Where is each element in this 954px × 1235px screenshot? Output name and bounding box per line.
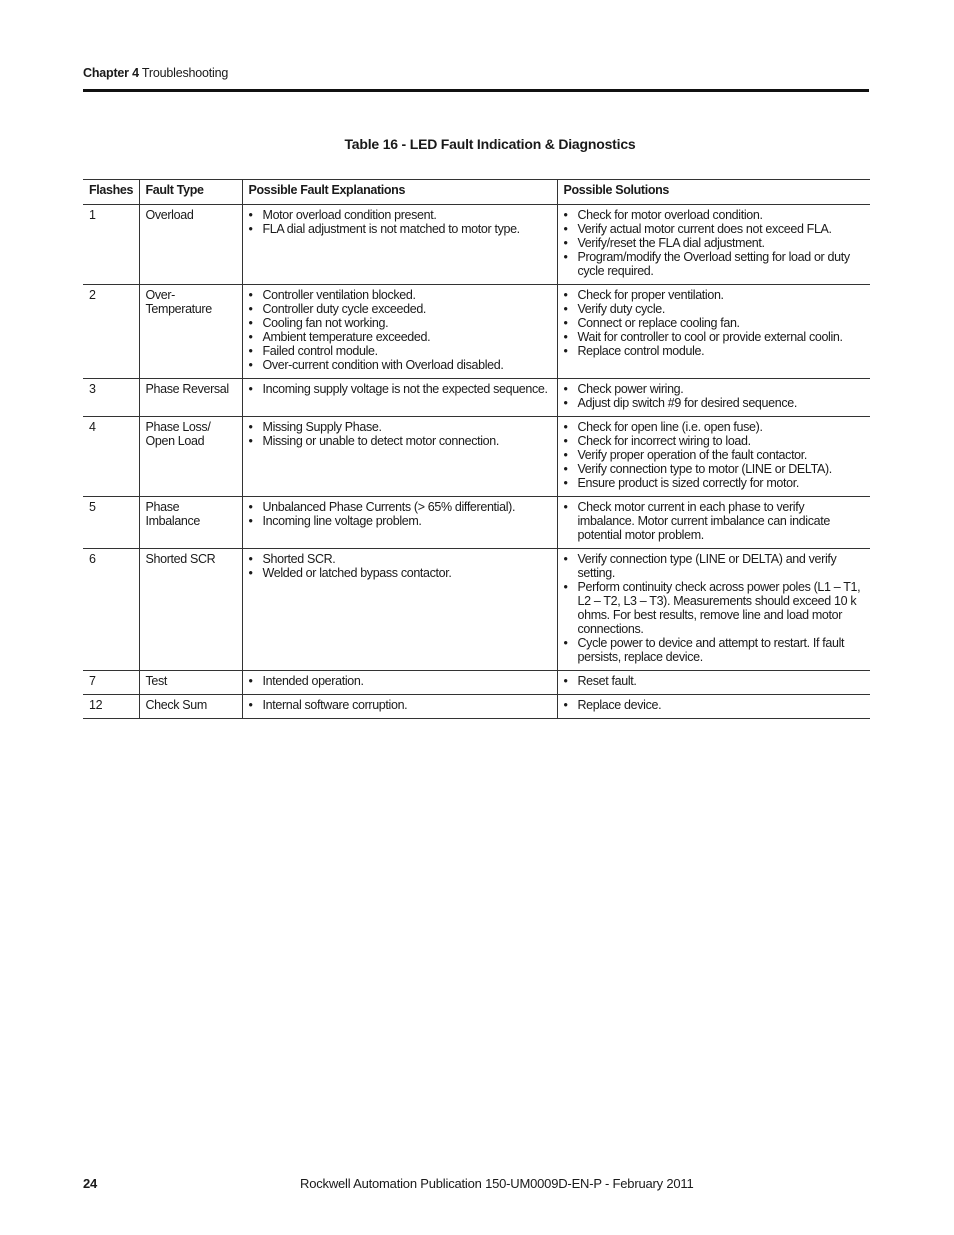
explanation-item: • Internal software corruption.: [249, 698, 551, 712]
solution-item: • Reset fault.: [564, 674, 865, 688]
fault-diagnostics-table: [83, 179, 870, 719]
explanation-item: • Controller ventilation blocked.: [249, 288, 551, 302]
explanation-item: • Incoming line voltage problem.: [249, 514, 551, 528]
fault-type-cell: Check Sum: [139, 695, 242, 719]
solutions-cell: [557, 379, 870, 417]
table-row: [83, 497, 870, 549]
flashes-cell: 2: [83, 285, 139, 379]
solutions-cell: [557, 671, 870, 695]
explanation-item: • Motor overload condition present.: [249, 208, 551, 222]
column-header-explanations: Possible Fault Explanations: [242, 180, 557, 205]
table-body: [83, 205, 870, 719]
explanations-cell: [242, 285, 557, 379]
solution-item: • Check motor current in each phase to verify imbalance. Motor current imbalance can indicate potential motor problem.: [564, 500, 865, 542]
running-head: [83, 66, 228, 80]
solution-item: • Perform continuity check across power poles (L1 – T1, L2 – T2, L3 – T3). Measurements should exceed 10 k ohms. For best results, remove line and load motor connections.: [564, 580, 865, 636]
table-row: [83, 671, 870, 695]
explanation-list: [249, 208, 551, 236]
table-row: [83, 549, 870, 671]
solution-item: • Program/modify the Overload setting for load or duty cycle required.: [564, 250, 865, 278]
flashes-cell: 12: [83, 695, 139, 719]
solution-list: [564, 500, 865, 542]
flashes-cell: 5: [83, 497, 139, 549]
solution-list: [564, 552, 865, 664]
solution-item: • Check power wiring.: [564, 382, 865, 396]
explanations-cell: [242, 497, 557, 549]
solution-list: [564, 208, 865, 278]
fault-type-cell: Test: [139, 671, 242, 695]
table-header-row: [83, 180, 870, 205]
explanation-item: • Controller duty cycle exceeded.: [249, 302, 551, 316]
column-header-flashes: Flashes: [83, 180, 139, 205]
section-label: Troubleshooting: [141, 66, 229, 80]
explanation-list: [249, 552, 551, 580]
fault-type-cell: Phase Imbalance: [139, 497, 242, 549]
explanation-item: • Welded or latched bypass contactor.: [249, 566, 551, 580]
page-number: 24: [83, 1176, 98, 1191]
solution-list: [564, 420, 865, 490]
explanations-cell: [242, 417, 557, 497]
solution-list: [564, 288, 865, 358]
solutions-cell: [557, 549, 870, 671]
explanation-item: • Cooling fan not working.: [249, 316, 551, 330]
solutions-cell: [557, 285, 870, 379]
solution-list: [564, 674, 865, 688]
solution-item: • Cycle power to device and attempt to restart. If fault persists, replace device.: [564, 636, 865, 664]
explanations-cell: [242, 205, 557, 285]
explanation-list: [249, 420, 551, 448]
flashes-cell: 1: [83, 205, 139, 285]
fault-type-cell: Over-Temperature: [139, 285, 242, 379]
solution-item: • Ensure product is sized correctly for motor.: [564, 476, 865, 490]
explanation-item: • FLA dial adjustment is not matched to motor type.: [249, 222, 551, 236]
explanation-item: • Ambient temperature exceeded.: [249, 330, 551, 344]
flashes-cell: 4: [83, 417, 139, 497]
explanation-item: • Over-current condition with Overload disabled.: [249, 358, 551, 372]
column-header-solutions: Possible Solutions: [557, 180, 870, 205]
fault-type-cell: Overload: [139, 205, 242, 285]
explanations-cell: [242, 379, 557, 417]
table-row: [83, 379, 870, 417]
solution-item: • Verify actual motor current does not exceed FLA.: [564, 222, 865, 236]
solution-item: • Replace control module.: [564, 344, 865, 358]
table-row: [83, 285, 870, 379]
publication-info: Rockwell Automation Publication 150-UM0009D-EN-P - February 2011: [300, 1176, 694, 1191]
chapter-label: Chapter 4: [83, 66, 139, 80]
solution-item: • Adjust dip switch #9 for desired sequence.: [564, 396, 865, 410]
explanation-item: • Intended operation.: [249, 674, 551, 688]
solutions-cell: [557, 695, 870, 719]
flashes-cell: 6: [83, 549, 139, 671]
solution-item: • Connect or replace cooling fan.: [564, 316, 865, 330]
explanations-cell: [242, 695, 557, 719]
table-row: [83, 695, 870, 719]
solution-list: [564, 698, 865, 712]
solution-item: • Check for motor overload condition.: [564, 208, 865, 222]
explanation-item: • Unbalanced Phase Currents (> 65% differential).: [249, 500, 551, 514]
explanation-item: • Incoming supply voltage is not the expected sequence.: [249, 382, 551, 396]
solution-item: • Check for open line (i.e. open fuse).: [564, 420, 865, 434]
fault-type-cell: Shorted SCR: [139, 549, 242, 671]
solutions-cell: [557, 205, 870, 285]
fault-type-cell: Phase Reversal: [139, 379, 242, 417]
solution-item: • Verify proper operation of the fault contactor.: [564, 448, 865, 462]
flashes-cell: 7: [83, 671, 139, 695]
flashes-cell: 3: [83, 379, 139, 417]
explanation-item: • Shorted SCR.: [249, 552, 551, 566]
explanation-list: [249, 382, 551, 396]
solution-item: • Verify duty cycle.: [564, 302, 865, 316]
explanation-item: • Missing Supply Phase.: [249, 420, 551, 434]
solution-item: • Verify/reset the FLA dial adjustment.: [564, 236, 865, 250]
table-row: [83, 417, 870, 497]
solution-item: • Verify connection type to motor (LINE or DELTA).: [564, 462, 865, 476]
explanation-item: • Missing or unable to detect motor connection.: [249, 434, 551, 448]
column-header-fault-type: Fault Type: [139, 180, 242, 205]
solution-list: [564, 382, 865, 410]
explanation-list: [249, 674, 551, 688]
explanation-item: • Failed control module.: [249, 344, 551, 358]
solution-item: • Check for incorrect wiring to load.: [564, 434, 865, 448]
fault-type-cell: Phase Loss/ Open Load: [139, 417, 242, 497]
explanation-list: [249, 288, 551, 372]
explanation-list: [249, 500, 551, 528]
solution-item: • Replace device.: [564, 698, 865, 712]
solutions-cell: [557, 417, 870, 497]
solution-item: • Check for proper ventilation.: [564, 288, 865, 302]
explanations-cell: [242, 671, 557, 695]
table-row: [83, 205, 870, 285]
header-rule: [83, 89, 869, 92]
solution-item: • Wait for controller to cool or provide external coolin.: [564, 330, 865, 344]
table-title: Table 16 - LED Fault Indication & Diagnostics: [344, 136, 636, 152]
explanation-list: [249, 698, 551, 712]
solution-item: • Verify connection type (LINE or DELTA) and verify setting.: [564, 552, 865, 580]
explanations-cell: [242, 549, 557, 671]
solutions-cell: [557, 497, 870, 549]
